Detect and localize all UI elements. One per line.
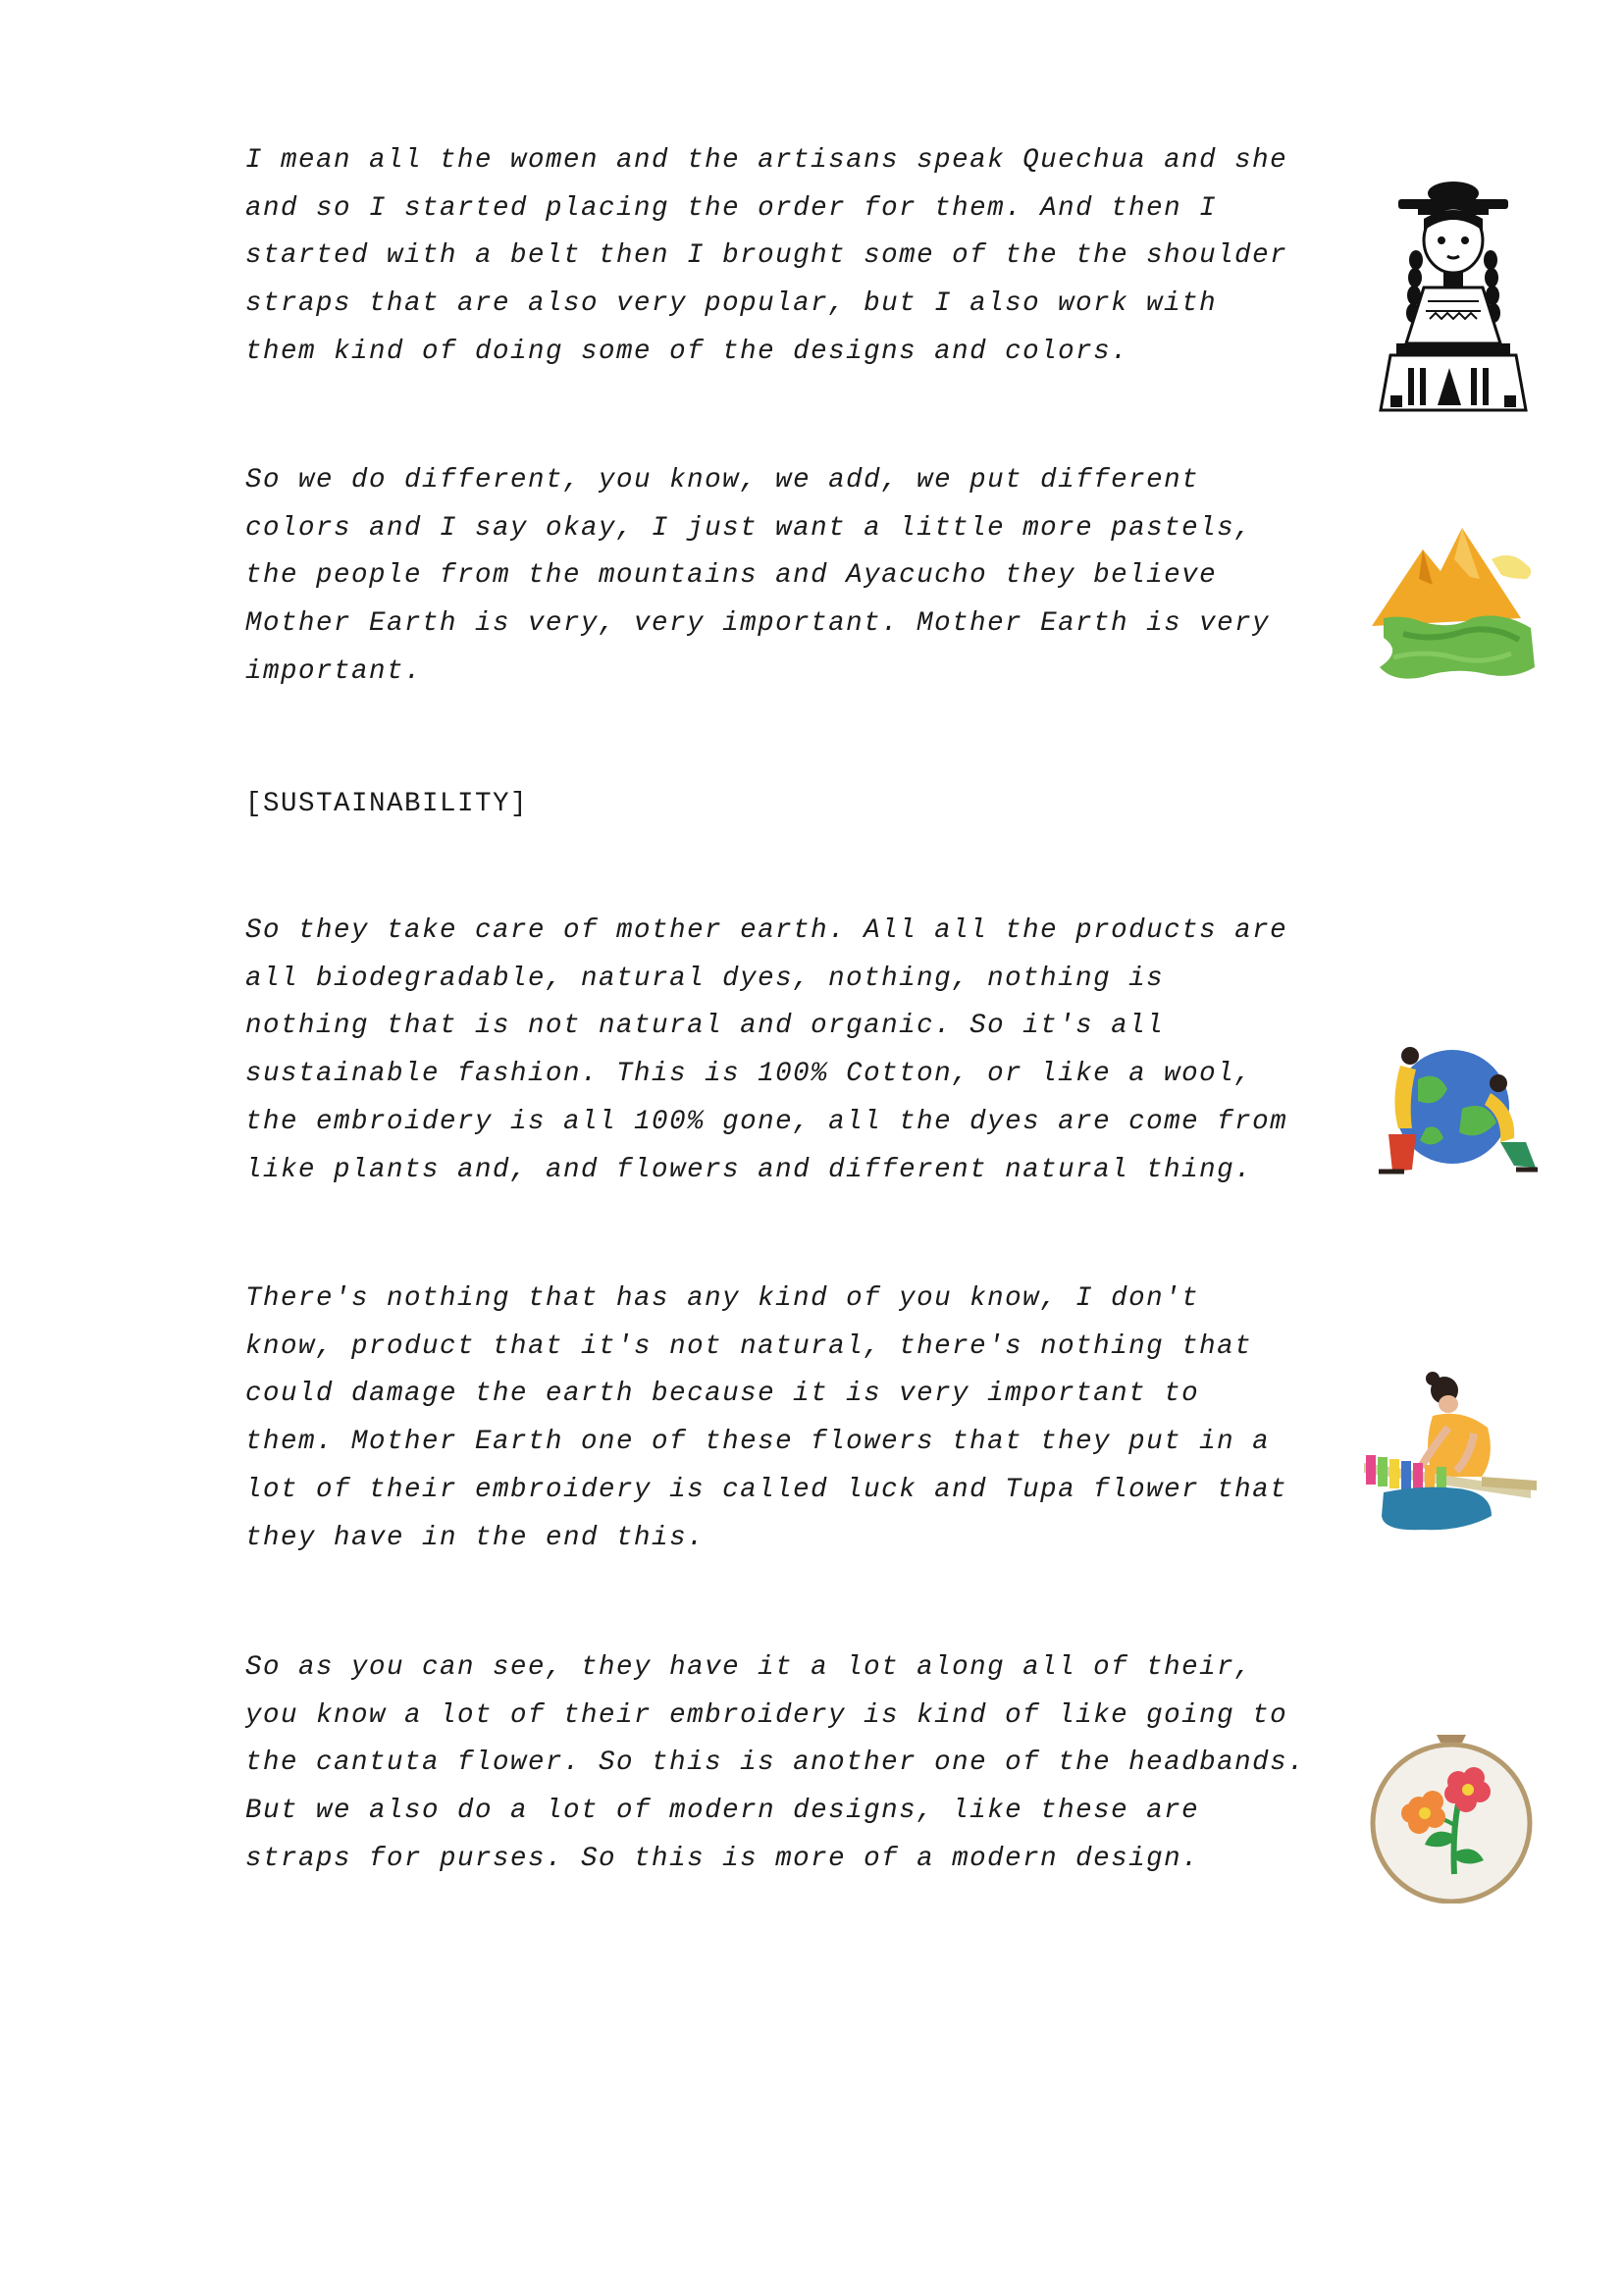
paragraph-1 [245, 137, 1344, 377]
mountains-illustration [1364, 520, 1541, 685]
text-line: straps for purses. So this is more of a modern design. [245, 1843, 1200, 1874]
text-line: them kind of doing some of the designs and colors. [245, 336, 1129, 367]
paragraph-5 [245, 1644, 1344, 1884]
text-line: There's nothing that has any kind of you know, I don't [245, 1283, 1200, 1314]
text-line: sustainable fashion. This is 100% Cotton, or like a wool, [245, 1059, 1253, 1090]
text-line: Mother Earth is very, very important. Mother Earth is very [245, 608, 1271, 640]
embroidery-hoop-flower-illustration [1364, 1727, 1539, 1904]
text-line: So they take care of mother earth. All all the products are [245, 915, 1288, 946]
paragraph-4 [245, 1276, 1344, 1562]
andean-woman-illustration [1369, 172, 1538, 412]
text-line: important. [245, 655, 423, 687]
text-line: the embroidery is all 100% gone, all the dyes are come from [245, 1106, 1288, 1137]
text-line: them. Mother Earth one of these flowers that they put in a [245, 1427, 1271, 1458]
text-line: the people from the mountains and Ayacucho they believe [245, 560, 1218, 592]
text-line: know, product that it's not natural, there's nothing that [245, 1330, 1253, 1362]
text-line: But we also do a lot of modern designs, like these are [245, 1796, 1200, 1827]
people-hugging-earth-illustration [1369, 1040, 1541, 1177]
text-line: started with a belt then I brought some of the the shoulder [245, 240, 1288, 272]
section-heading: [SUSTAINABILITY] [245, 789, 529, 819]
text-line: straps that are also very popular, but I also work with [245, 288, 1218, 320]
text-line: and so I started placing the order for them. And then I [245, 192, 1218, 224]
text-line: all biodegradable, natural dyes, nothing, nothing is [245, 963, 1165, 994]
text-line: colors and I say okay, I just want a little more pastels, [245, 512, 1253, 544]
text-line: like plants and, and flowers and different natural thing. [245, 1154, 1253, 1185]
woman-weaving-illustration [1364, 1369, 1541, 1536]
paragraph-3 [245, 908, 1344, 1194]
text-line: So we do different, you know, we add, we put different [245, 465, 1200, 496]
paragraph-2 [245, 457, 1344, 697]
text-line: I mean all the women and the artisans speak Quechua and she [245, 145, 1288, 176]
text-line: the cantuta flower. So this is another one of the headbands. [245, 1747, 1306, 1779]
text-line: could damage the earth because it is very important to [245, 1379, 1200, 1410]
text-line: lot of their embroidery is called luck and Tupa flower that [245, 1474, 1288, 1505]
text-line: So as you can see, they have it a lot along all of their, [245, 1652, 1253, 1683]
text-line: nothing that is not natural and organic. So it's all [245, 1011, 1165, 1042]
text-line: you know a lot of their embroidery is kind of like going to [245, 1699, 1288, 1731]
text-line: they have in the end this. [245, 1522, 706, 1553]
